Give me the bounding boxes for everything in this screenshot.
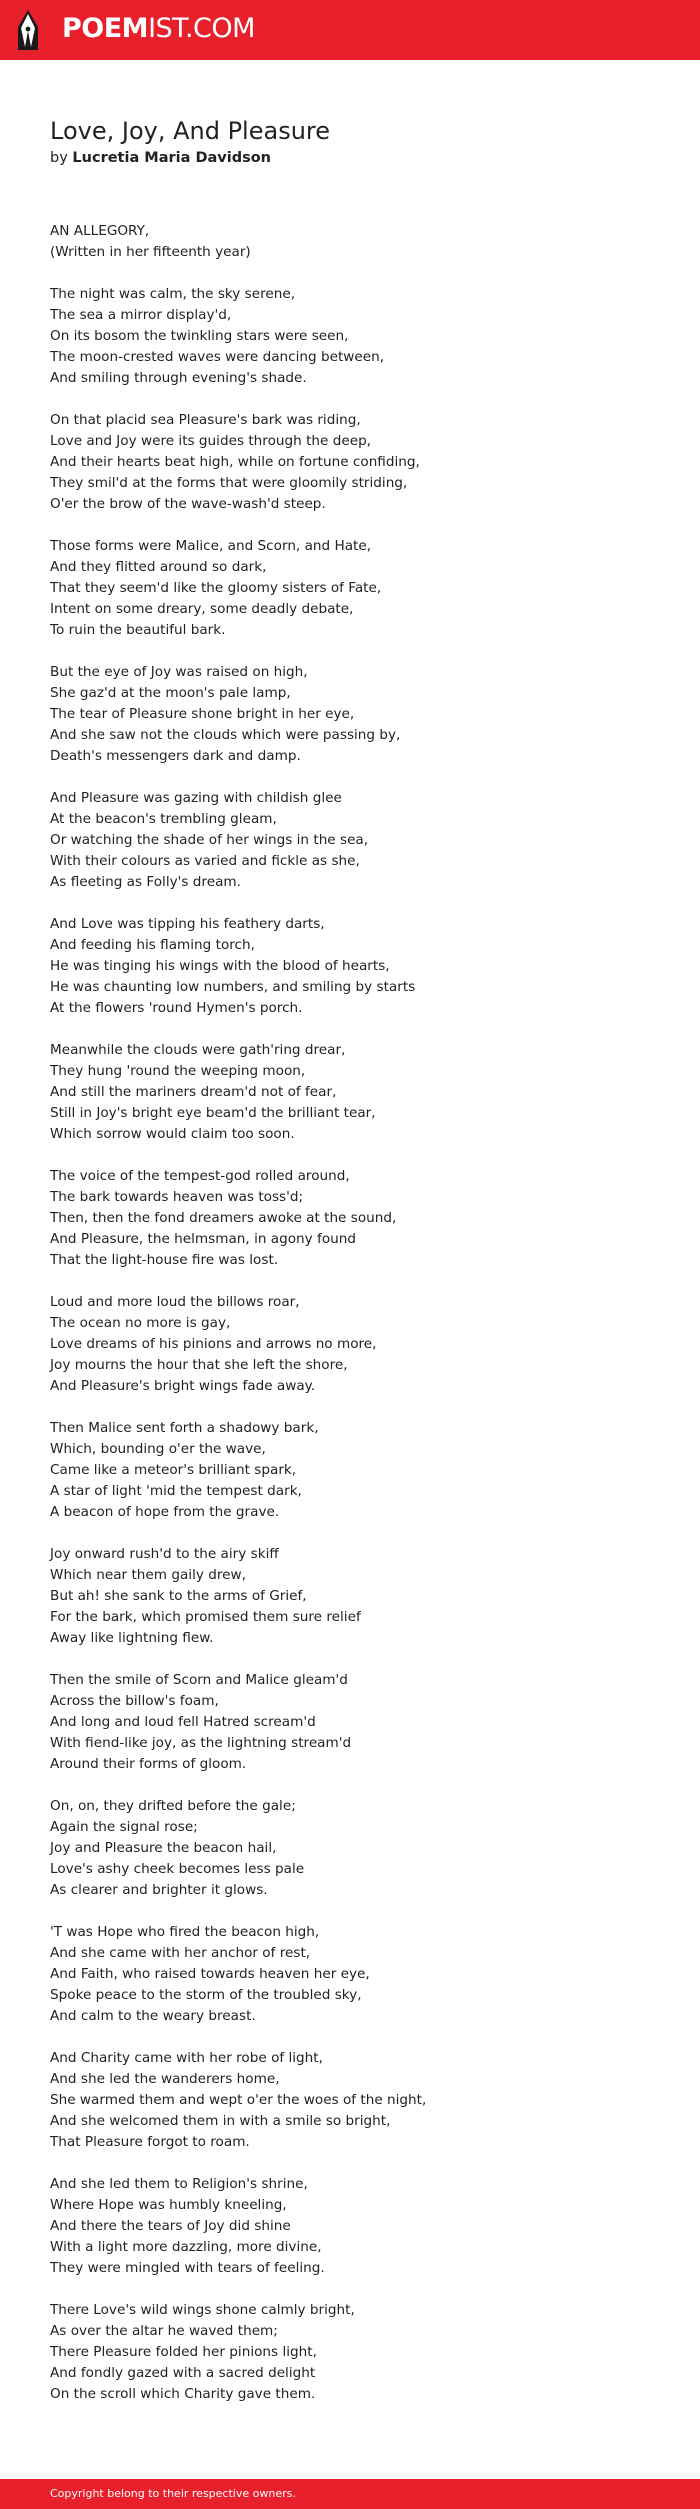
poem-line: Came like a meteor's brilliant spark, <box>50 1462 297 1478</box>
poem-stanza <box>50 1166 670 1271</box>
poem-line: And they flitted around so dark, <box>50 559 267 575</box>
poem-line: Or watching the shade of her wings in the sea, <box>50 832 369 848</box>
logo-bold-text: POEM <box>62 13 149 44</box>
poem-line: There Pleasure folded her pinions light, <box>50 2344 317 2360</box>
poem-stanza <box>50 1418 670 1523</box>
poem-stanza <box>50 914 670 1019</box>
poem-line: And she led the wanderers home, <box>50 2071 280 2087</box>
poem-line: He was chaunting low numbers, and smiling by starts <box>50 979 416 995</box>
poem-line: And there the tears of Joy did shine <box>50 2218 291 2234</box>
site-footer <box>0 2479 700 2509</box>
poem-line: Then Malice sent forth a shadowy bark, <box>50 1420 319 1436</box>
poem-line: Intent on some dreary, some deadly debate, <box>50 601 354 617</box>
logo-light-text: IST.COM <box>148 13 255 44</box>
poem-line: Which near them gaily drew, <box>50 1567 246 1583</box>
by-label: by <box>50 150 68 166</box>
poem-line: As over the altar he waved them; <box>50 2323 278 2339</box>
poem-stanza <box>50 2048 670 2153</box>
poem-line: Death's messengers dark and damp. <box>50 748 301 764</box>
poem-line: They hung 'round the weeping moon, <box>50 1063 306 1079</box>
poem-stanza <box>50 536 670 641</box>
copyright-text: Copyright belong to their respective owners. <box>50 2487 296 2500</box>
poem-line: With their colours as varied and fickle as she, <box>50 853 360 869</box>
site-header <box>0 0 700 60</box>
poem-line: And smiling through evening's shade. <box>50 370 307 386</box>
poem-line: On the scroll which Charity gave them. <box>50 2386 316 2402</box>
poem-line: Then, then the fond dreamers awoke at the sound, <box>50 1210 397 1226</box>
poem-line: Away like lightning flew. <box>50 1630 214 1646</box>
poem-line: And Love was tipping his feathery darts, <box>50 916 325 932</box>
poem-line: And she welcomed them in with a smile so bright, <box>50 2113 391 2129</box>
poem-line: Love's ashy cheek becomes less pale <box>50 1861 305 1877</box>
poem-line: The sea a mirror display'd, <box>50 307 232 323</box>
poem-line: And calm to the weary breast. <box>50 2008 256 2024</box>
poem-line: As clearer and brighter it glows. <box>50 1882 268 1898</box>
poem-line: Joy mourns the hour that she left the shore, <box>50 1357 348 1373</box>
poem-line: And Pleasure, the helmsman, in agony found <box>50 1231 356 1247</box>
poem-line: And Pleasure was gazing with childish glee <box>50 790 342 806</box>
poem-line: With fiend-like joy, as the lightning stream'd <box>50 1735 352 1751</box>
poem-line: Which, bounding o'er the wave, <box>50 1441 266 1457</box>
pen-nib-icon[interactable] <box>16 9 40 51</box>
poem-line: They were mingled with tears of feeling. <box>50 2260 325 2276</box>
poem-line: And still the mariners dream'd not of fear, <box>50 1084 337 1100</box>
poem-line: They smil'd at the forms that were gloomily striding, <box>50 475 408 491</box>
poem-line: At the beacon's trembling gleam, <box>50 811 277 827</box>
poem-stanza <box>50 1922 670 2027</box>
poem-line: Love dreams of his pinions and arrows no more, <box>50 1336 377 1352</box>
poem-stanza <box>50 221 670 263</box>
poem-line: Spoke peace to the storm of the troubled sky, <box>50 1987 362 2003</box>
poem-line: Joy onward rush'd to the airy skiff <box>50 1546 279 1562</box>
poem-line: And she came with her anchor of rest, <box>50 1945 311 1961</box>
poem-stanza <box>50 1292 670 1397</box>
poem-line: Again the signal rose; <box>50 1819 198 1835</box>
poem-line: Joy and Pleasure the beacon hail, <box>50 1840 277 1856</box>
poem-line: But ah! she sank to the arms of Grief, <box>50 1588 307 1604</box>
poem-stanza <box>50 2300 670 2405</box>
poem-line: On, on, they drifted before the gale; <box>50 1798 296 1814</box>
poem-line: Where Hope was humbly kneeling, <box>50 2197 287 2213</box>
poem-line: The moon-crested waves were dancing between, <box>50 349 385 365</box>
poem-byline <box>50 148 271 168</box>
poem-stanza <box>50 2174 670 2279</box>
poem-line: At the flowers 'round Hymen's porch. <box>50 1000 303 1016</box>
poem-line: On its bosom the twinkling stars were seen, <box>50 328 349 344</box>
poem-stanza <box>50 788 670 893</box>
poem-line: And feeding his flaming torch, <box>50 937 255 953</box>
poem-line: Which sorrow would claim too soon. <box>50 1126 295 1142</box>
poem-line: AN ALLEGORY, <box>50 223 150 239</box>
poem-stanza <box>50 1544 670 1649</box>
poem-line: Still in Joy's bright eye beam'd the brilliant tear, <box>50 1105 376 1121</box>
poem-line: The night was calm, the sky serene, <box>50 286 296 302</box>
poem-line: For the bark, which promised them sure relief <box>50 1609 361 1625</box>
poem-line: And Faith, who raised towards heaven her eye, <box>50 1966 370 1982</box>
poem-line: And she led them to Religion's shrine, <box>50 2176 308 2192</box>
poem-stanza <box>50 1670 670 1775</box>
poem-line: The tear of Pleasure shone bright in her eye, <box>50 706 355 722</box>
poem-line: O'er the brow of the wave-wash'd steep. <box>50 496 326 512</box>
poem-line: She warmed them and wept o'er the woes of the night, <box>50 2092 427 2108</box>
poem-line: Love and Joy were its guides through the deep, <box>50 433 372 449</box>
poem-line: On that placid sea Pleasure's bark was riding, <box>50 412 361 428</box>
poem-line: A beacon of hope from the grave. <box>50 1504 280 1520</box>
poem-line: That they seem'd like the gloomy sisters of Fate, <box>50 580 382 596</box>
poem-line: Across the billow's foam, <box>50 1693 219 1709</box>
poem-title: Love, Joy, And Pleasure <box>50 117 331 145</box>
poem-line: A star of light 'mid the tempest dark, <box>50 1483 302 1499</box>
poem-line: Around their forms of gloom. <box>50 1756 247 1772</box>
poem-body <box>50 221 670 2426</box>
poem-line: There Love's wild wings shone calmly bright, <box>50 2302 355 2318</box>
poem-line: The voice of the tempest-god rolled around, <box>50 1168 350 1184</box>
poem-line: Loud and more loud the billows roar, <box>50 1294 300 1310</box>
site-logo[interactable] <box>62 13 255 45</box>
poem-line: The bark towards heaven was toss'd; <box>50 1189 304 1205</box>
poem-line: Those forms were Malice, and Scorn, and Hate, <box>50 538 372 554</box>
poem-line: Then the smile of Scorn and Malice gleam'd <box>50 1672 348 1688</box>
poem-stanza <box>50 1040 670 1145</box>
poem-line: To ruin the beautiful bark. <box>50 622 226 638</box>
poem-line: She gaz'd at the moon's pale lamp, <box>50 685 291 701</box>
poem-line: And Charity came with her robe of light, <box>50 2050 323 2066</box>
poem-line: The ocean no more is gay, <box>50 1315 231 1331</box>
poem-stanza <box>50 284 670 389</box>
poem-line: And she saw not the clouds which were passing by, <box>50 727 401 743</box>
poem-stanza <box>50 1796 670 1901</box>
poem-line: As fleeting as Folly's dream. <box>50 874 241 890</box>
author-name: Lucretia Maria Davidson <box>72 150 271 166</box>
poem-line: Meanwhile the clouds were gath'ring drear, <box>50 1042 346 1058</box>
poem-stanza <box>50 410 670 515</box>
poem-line: That the light-house fire was lost. <box>50 1252 279 1268</box>
poem-line: (Written in her fifteenth year) <box>50 244 251 260</box>
poem-line: 'T was Hope who fired the beacon high, <box>50 1924 320 1940</box>
poem-line: And long and loud fell Hatred scream'd <box>50 1714 316 1730</box>
poem-stanza <box>50 662 670 767</box>
poem-line: And their hearts beat high, while on fortune confiding, <box>50 454 420 470</box>
poem-line: That Pleasure forgot to roam. <box>50 2134 250 2150</box>
poem-line: But the eye of Joy was raised on high, <box>50 664 308 680</box>
poem-line: And Pleasure's bright wings fade away. <box>50 1378 316 1394</box>
poem-line: He was tinging his wings with the blood of hearts, <box>50 958 390 974</box>
poem-line: And fondly gazed with a sacred delight <box>50 2365 316 2381</box>
poem-line: With a light more dazzling, more divine, <box>50 2239 322 2255</box>
